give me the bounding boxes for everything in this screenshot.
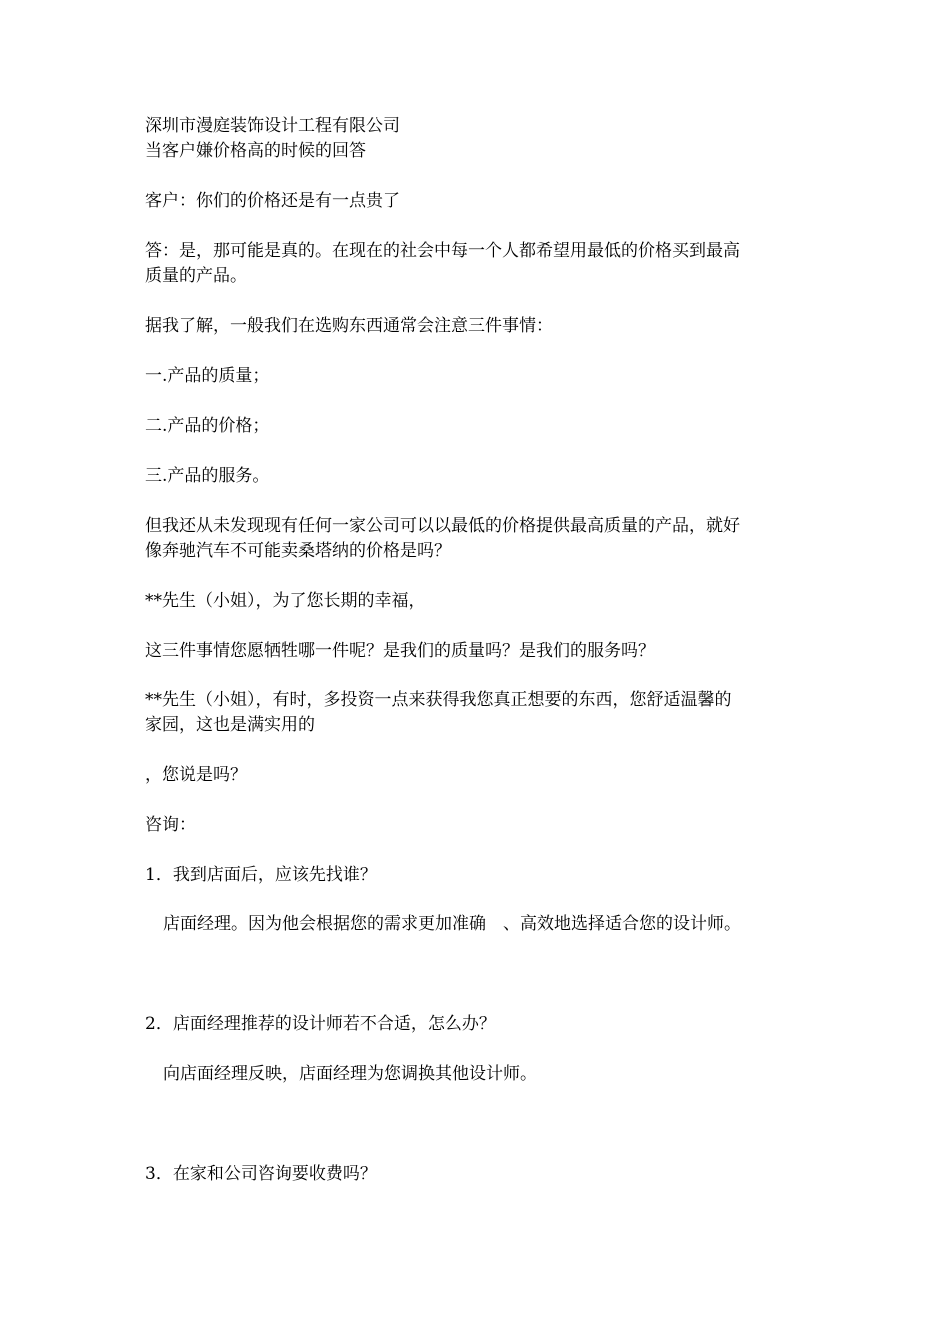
customer-remark: 客户：你们的价格还是有一点贵了 [145, 191, 400, 211]
investment-line-1: **先生（小姐），有时，多投资一点来获得我您真正想要的东西，您舒适温馨的 [145, 690, 732, 710]
list-item-price: 二.产品的价格； [145, 416, 270, 436]
comparison-line-1: 但我还从未发现现有任何一家公司可以以最低的价格提供最高质量的产品，就好 [145, 516, 740, 536]
investment-line-2: 家园，这也是满实用的 [145, 715, 315, 735]
company-name: 深圳市漫庭装饰设计工程有限公司 [145, 116, 400, 136]
answer-1: 店面经理。因为他会根据您的需求更加准确 、高效地选择适合您的设计师。 [163, 914, 741, 934]
consult-heading: 咨询： [145, 815, 196, 835]
answer-line-2: 质量的产品。 [145, 266, 247, 286]
question-line: 这三件事情您愿牺牲哪一件呢？是我们的质量吗？是我们的服务吗？ [145, 641, 655, 661]
question-1: 1．我到店面后，应该先找谁？ [145, 865, 377, 885]
answer-line-1: 答：是，那可能是真的。在现在的社会中每一个人都希望用最低的价格买到最高 [145, 241, 740, 261]
comparison-line-2: 像奔驰汽车不可能卖桑塔纳的价格是吗？ [145, 541, 451, 561]
answer-2: 向店面经理反映，店面经理为您调换其他设计师。 [163, 1064, 537, 1084]
document-title: 当客户嫌价格高的时候的回答 [145, 141, 366, 161]
intro-paragraph: 据我了解，一般我们在选购东西通常会注意三件事情： [145, 316, 553, 336]
address-line: **先生（小姐），为了您长期的幸福， [145, 591, 426, 611]
list-item-quality: 一.产品的质量； [145, 366, 270, 386]
question-3: 3．在家和公司咨询要收费吗？ [145, 1164, 377, 1184]
question-2: 2．店面经理推荐的设计师若不合适，怎么办？ [145, 1014, 496, 1034]
closing-line: ，您说是吗？ [145, 765, 247, 785]
list-item-service: 三.产品的服务。 [145, 466, 270, 486]
